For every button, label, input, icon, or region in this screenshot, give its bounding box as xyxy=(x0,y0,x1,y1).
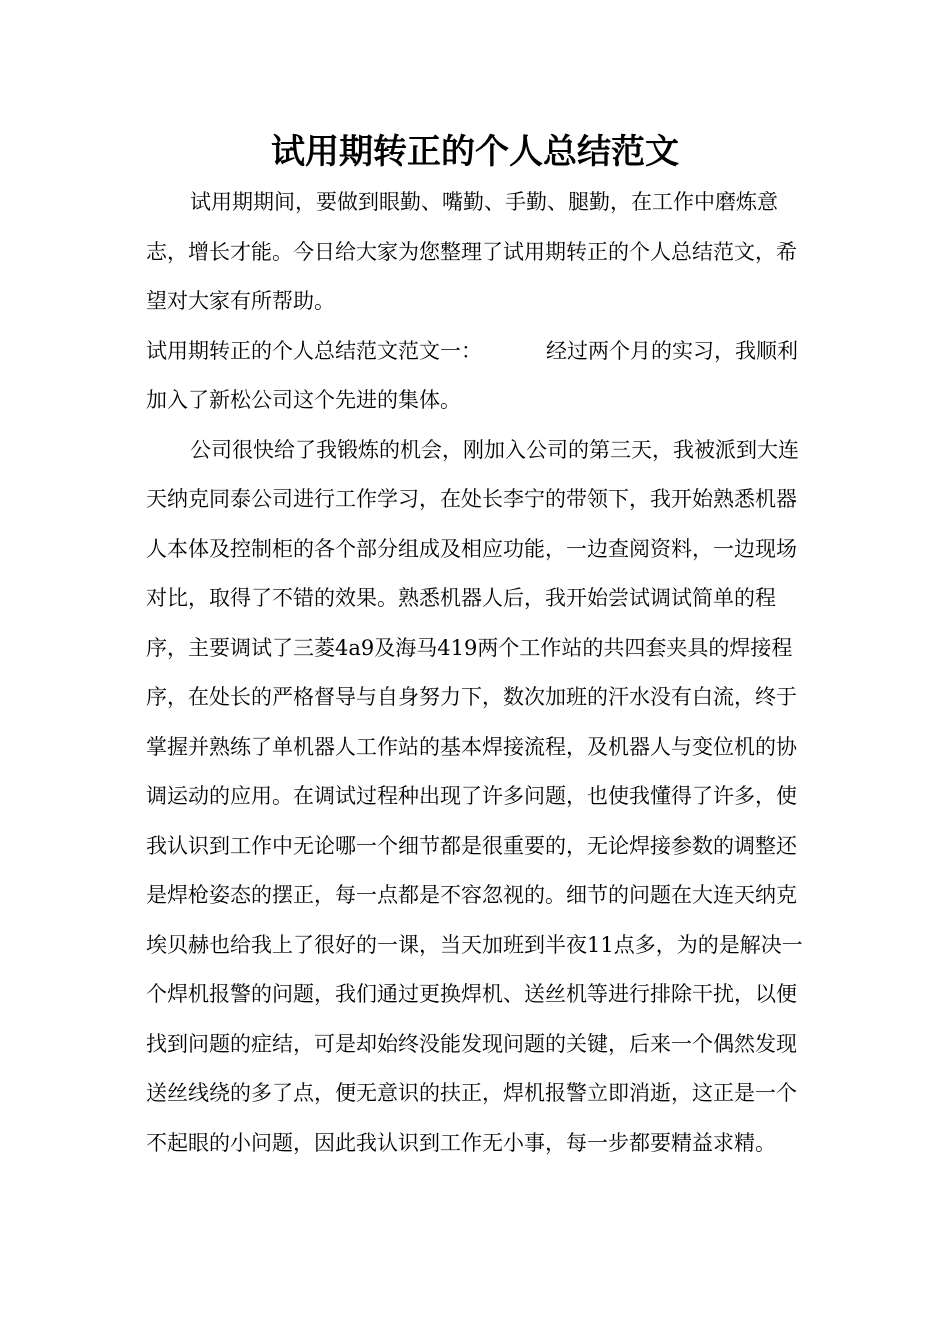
section-heading: 试用期转正的个人总结范文范文一： xyxy=(146,338,482,363)
intro-paragraph: 试用期期间，要做到眼勤、嘴勤、手勤、腿勤，在工作中磨炼意志，增长才能。今日给大家为您整理了试用期转正的个人总结范文，希望对大家有所帮助。 xyxy=(146,190,797,313)
document-body xyxy=(146,178,811,1168)
section-lead: 经过两个月的实习，我顺利加入了新松公司这个先进的集体。 xyxy=(146,338,798,412)
section-paragraph xyxy=(146,327,811,426)
body-paragraph: 公司很快给了我锻炼的机会，刚加入公司的第三天，我被派到大连天纳克同泰公司进行工作学习，在处长李宁的带领下，我开始熟悉机器人本体及控制柜的各个部分组成及相应功能，一边查阅资料，一边现场对比，取得了不错的效果。熟悉机器人后，我开始尝试调试简单的程序，主要调试了三菱4a9及海马419两个工作站的共四套夹具的焊接程序，在处长的严格督导与自身努力下，数次加班的汗水没有白流，终于掌握并熟练了单机器人工作站的基本焊接流程，及机器人与变位机的协调运动的应用。在调试过程种出现了许多问题，也使我懂得了许多，使我认识到工作中无论哪一个细节都是很重要的，无论焊接参数的调整还是焊枪姿态的摆正，每一点都是不容忽视的。细节的问题在大连天纳克埃贝赫也给我上了很好的一课，当天加班到半夜11点多，为的是解决一个焊机报警的问题，我们通过更换焊机、送丝机等进行排除干扰，以便找到问题的症结，可是却始终没能发现问题的关键，后来一个偶然发现送丝线绕的多了点，便无意识的扶正，焊机报警立即消逝，这正是一个不起眼的小问题，因此我认识到工作无小事，每一步都要精益求精。 xyxy=(146,437,803,1155)
document-title: 试用期转正的个人总结范文 xyxy=(271,132,679,172)
